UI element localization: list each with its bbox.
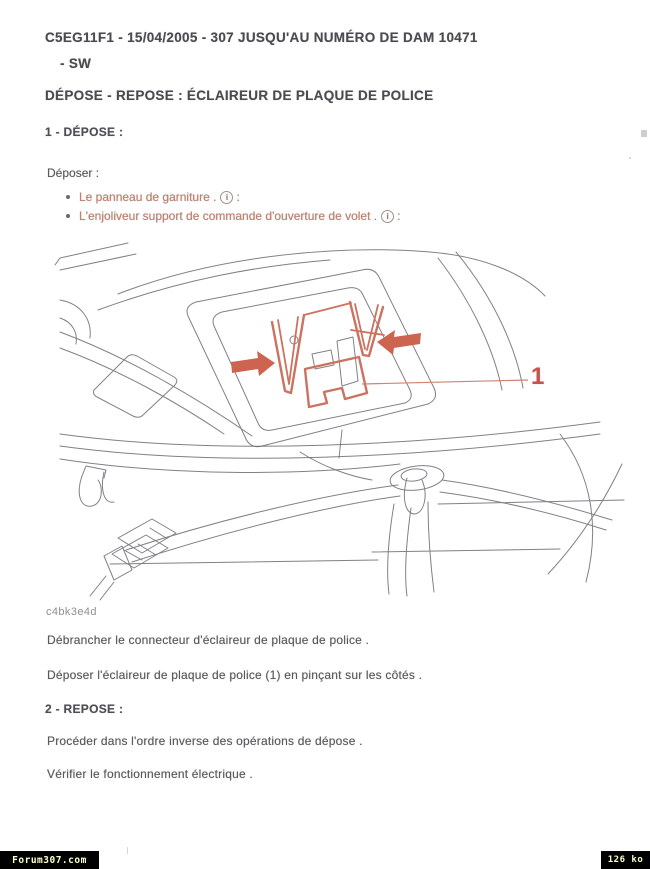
paragraph-verify-electric: Vérifier le fonctionnement électrique . <box>47 767 253 781</box>
info-icon[interactable]: i <box>220 191 233 204</box>
list-item <box>66 190 400 204</box>
link-enjoliveur-support[interactable]: L'enjoliveur support de commande d'ouverture de volet . <box>79 209 378 223</box>
scan-artifact <box>127 847 128 854</box>
list-item <box>66 209 400 223</box>
section-heading-repose: 2 - REPOSE : <box>45 702 124 716</box>
paragraph-inverse-order: Procéder dans l'ordre inverse des opérations de dépose . <box>47 734 363 748</box>
page-title: DÉPOSE - REPOSE : ÉCLAIREUR DE PLAQUE DE POLICE <box>45 88 434 103</box>
depose-bullet-list <box>66 190 400 228</box>
bullet-icon <box>66 195 70 199</box>
document-reference-suffix: - SW <box>60 56 92 71</box>
link-suffix: : <box>397 209 401 223</box>
left-arrow-icon <box>231 351 275 376</box>
bullet-icon <box>66 214 70 218</box>
paragraph-disconnect: Débrancher le connecteur d'éclaireur de plaque de police . <box>47 633 370 647</box>
watermark-site-name: Forum307.com <box>0 851 99 869</box>
link-panneau-garniture[interactable]: Le panneau de garniture . <box>79 190 217 204</box>
section-heading-depose: 1 - DÉPOSE : <box>45 125 124 139</box>
right-arrow-icon <box>377 330 421 355</box>
scan-artifact <box>629 157 631 159</box>
document-reference: C5EG11F1 - 15/04/2005 - 307 JUSQU'AU NUMÉRO DE DAM 10471 <box>45 30 478 45</box>
deposer-label: Déposer : <box>47 166 100 180</box>
callout-label-1: 1 <box>531 363 546 390</box>
scan-artifact <box>641 130 647 137</box>
paragraph-remove-light: Déposer l'éclaireur de plaque de police (1) en pinçant sur les côtés . <box>47 668 423 682</box>
file-size-badge: 126 ko <box>601 851 650 869</box>
figure-caption-code: c4bk3e4d <box>46 606 97 618</box>
line-drawing <box>0 238 650 610</box>
info-icon[interactable]: i <box>381 210 394 223</box>
plate-light-highlight <box>272 302 384 407</box>
technical-figure-tailgate-plate-light <box>0 238 650 610</box>
link-suffix: : <box>236 190 240 204</box>
callout-leader-line <box>362 380 528 384</box>
